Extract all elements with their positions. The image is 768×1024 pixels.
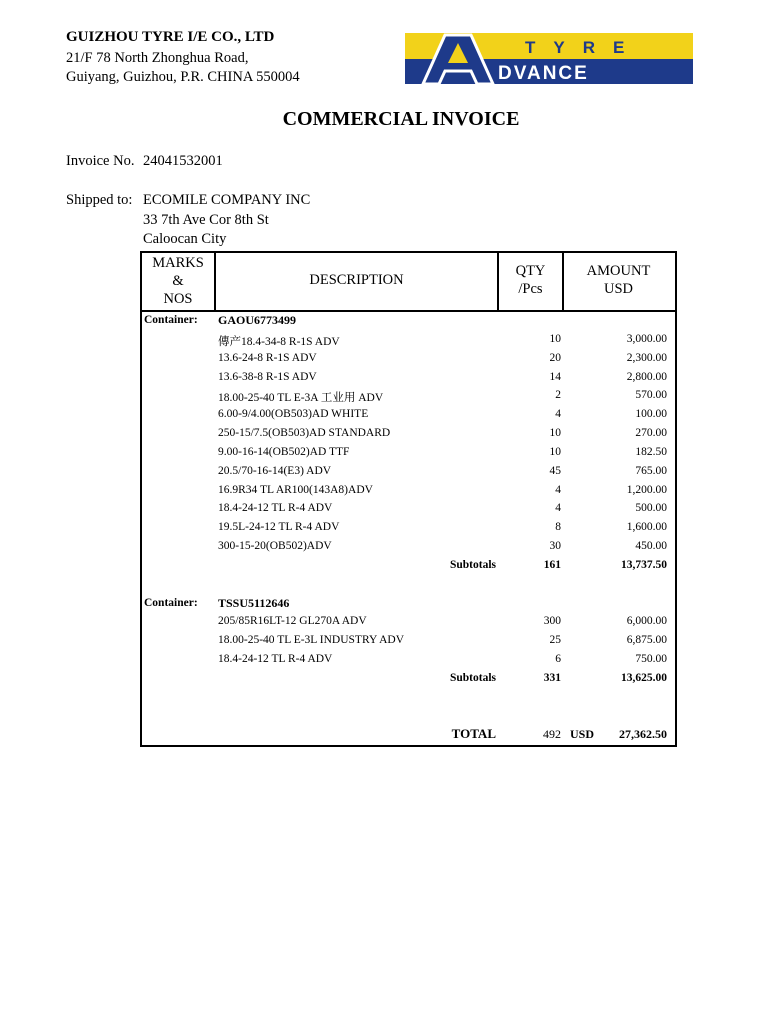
logo-word-tyre: TYRE	[525, 38, 643, 57]
row-qty: 4	[555, 502, 561, 514]
row-qty: 10	[549, 427, 561, 439]
row-description: 250-15/7.5(OB503)AD STANDARD	[218, 427, 391, 439]
row-qty: 20	[549, 352, 561, 364]
row-description: 20.5/70-16-14(E3) ADV	[218, 465, 332, 477]
row-qty: 4	[555, 484, 561, 496]
row-amount: 3,000.00	[626, 333, 667, 345]
advance-tyre-logo	[405, 33, 693, 84]
row-description: 300-15-20(OB502)ADV	[218, 540, 332, 552]
total-amount: 27,362.50	[619, 727, 667, 741]
row-qty: 8	[555, 521, 561, 533]
row-description: 18.00-25-40 TL E-3A 工业用 ADV	[218, 392, 384, 404]
header-description: DESCRIPTION	[309, 272, 404, 288]
table-header-divider	[140, 310, 675, 312]
row-description: 18.4-24-12 TL R-4 ADV	[218, 502, 333, 514]
shipped-to-address-line1: 33 7th Ave Cor 8th St	[143, 212, 269, 228]
row-description: 13.6-24-8 R-1S ADV	[218, 352, 317, 364]
subtotal-qty: 161	[543, 559, 561, 571]
row-qty: 6	[555, 653, 561, 665]
document-title: COMMERCIAL INVOICE	[282, 108, 520, 130]
total-currency: USD	[570, 727, 595, 741]
row-description: 傳产18.4-34-8 R-1S ADV	[218, 336, 340, 348]
row-amount: 1,600.00	[626, 521, 667, 533]
row-amount: 2,800.00	[626, 371, 667, 383]
row-qty: 2	[555, 389, 561, 401]
container-label: Container:	[144, 314, 198, 326]
total-qty: 492	[543, 727, 561, 741]
shipped-to-label: Shipped to:	[66, 192, 133, 208]
subtotal-amount: 13,737.50	[621, 559, 667, 571]
company-name: GUIZHOU TYRE I/E CO., LTD	[66, 29, 275, 45]
row-amount: 750.00	[635, 653, 667, 665]
row-qty: 25	[549, 634, 561, 646]
header-qty: QTY /Pcs	[515, 263, 546, 297]
header-amount: AMOUNT USD	[586, 263, 651, 297]
row-amount: 1,200.00	[626, 484, 667, 496]
invoice-number: 24041532001	[143, 153, 223, 169]
row-qty: 4	[555, 408, 561, 420]
row-description: 19.5L-24-12 TL R-4 ADV	[218, 521, 340, 533]
row-amount: 182.50	[635, 446, 667, 458]
subtotal-label: Subtotals	[449, 672, 496, 684]
logo-word-dvance: DVANCE	[498, 63, 589, 84]
row-amount: 500.00	[635, 502, 667, 514]
row-description: 6.00-9/4.00(OB503)AD WHITE	[218, 408, 369, 420]
row-amount: 450.00	[635, 540, 667, 552]
subtotal-label: Subtotals	[449, 559, 496, 571]
row-qty: 30	[549, 540, 561, 552]
row-qty: 14	[549, 371, 561, 383]
row-description: 13.6-38-8 R-1S ADV	[218, 371, 317, 383]
company-address-line2: Guiyang, Guizhou, P.R. CHINA 550004	[66, 69, 300, 85]
row-description: 18.4-24-12 TL R-4 ADV	[218, 653, 333, 665]
row-amount: 6,000.00	[626, 615, 667, 627]
subtotal-amount: 13,625.00	[621, 672, 667, 684]
container-id: GAOU6773499	[218, 313, 296, 327]
row-qty: 45	[549, 465, 561, 477]
row-description: 18.00-25-40 TL E-3L INDUSTRY ADV	[218, 634, 405, 646]
row-amount: 765.00	[635, 465, 667, 477]
shipped-to-name: ECOMILE COMPANY INC	[143, 192, 311, 208]
row-description: 9.00-16-14(OB502)AD TTF	[218, 446, 350, 458]
container-label: Container:	[144, 597, 198, 609]
invoice-number-label: Invoice No.	[66, 153, 135, 169]
row-amount: 2,300.00	[626, 352, 667, 364]
row-amount: 570.00	[635, 389, 667, 401]
row-description: 205/85R16LT-12 GL270A ADV	[218, 615, 367, 627]
container-id: TSSU5112646	[218, 596, 290, 610]
shipped-to-address-line2: Caloocan City	[143, 231, 227, 247]
row-qty: 300	[543, 615, 561, 627]
row-amount: 100.00	[635, 408, 667, 420]
row-qty: 10	[549, 446, 561, 458]
row-description: 16.9R34 TL AR100(143A8)ADV	[218, 484, 373, 496]
subtotal-qty: 331	[543, 672, 561, 684]
header-marks-nos: MARKS & NOS	[152, 255, 204, 307]
row-amount: 6,875.00	[626, 634, 667, 646]
total-label: TOTAL	[451, 726, 496, 741]
company-address-line1: 21/F 78 North Zhonghua Road,	[66, 50, 249, 66]
row-amount: 270.00	[635, 427, 667, 439]
row-qty: 10	[549, 333, 561, 345]
